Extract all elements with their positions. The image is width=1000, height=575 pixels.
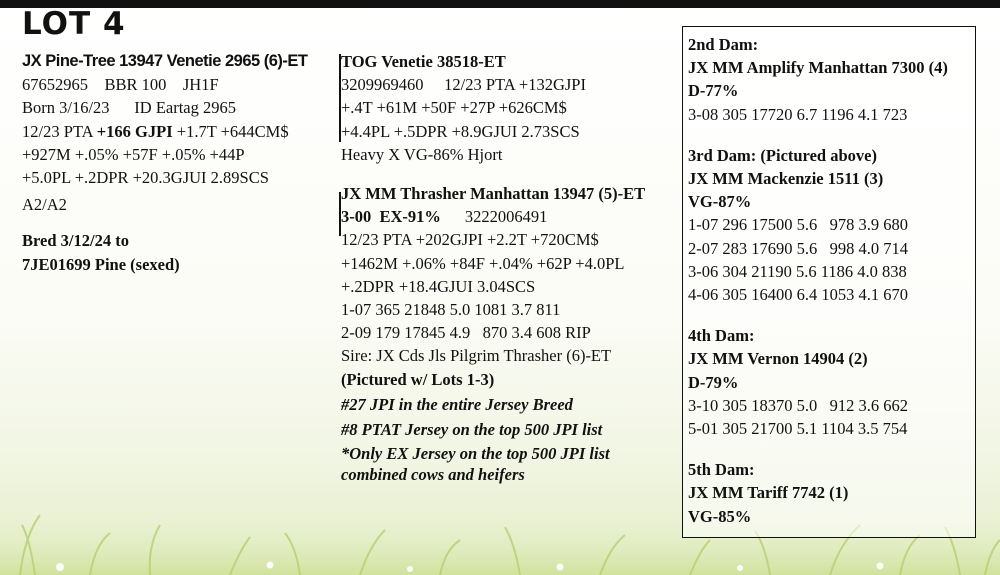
dam3-record-2: 2-07 283 17690 5.6 998 4.0 714 — [688, 238, 908, 258]
sire-dam-score-line: 3-00 EX-91% 3222006491 — [341, 207, 548, 227]
note-only-ex-2: combined cows and heifers — [341, 465, 525, 485]
dam5-label: 5th Dam: — [688, 460, 755, 480]
dam-line-3: +4.4PL +.5DPR +8.9GJUI 2.73SCS — [341, 121, 580, 141]
animal-a2: A2/A2 — [22, 195, 67, 215]
dam4-label: 4th Dam: — [688, 326, 755, 346]
dam-line-1: 3209969460 12/23 PTA +132GJPI — [341, 75, 586, 95]
dam2-name: JX MM Amplify Manhattan 7300 (4) — [688, 58, 948, 78]
dam3-record-1: 1-07 296 17500 5.6 978 3.9 680 — [688, 215, 908, 235]
dam-line-4: Heavy X VG-86% Hjort — [341, 144, 503, 164]
sire-dam-line-2: 12/23 PTA +202GJPI +2.2T +720CM$ — [341, 230, 599, 250]
bred-line-1: Bred 3/12/24 to — [22, 231, 129, 251]
dam2-score: D-77% — [688, 81, 739, 101]
pedigree-box — [682, 26, 976, 538]
note-jpi-rank: #27 JPI in the entire Jersey Breed — [341, 394, 573, 414]
dam5-name: JX MM Tariff 7742 (1) — [688, 483, 849, 503]
animal-info — [22, 50, 340, 276]
sire-dam-record-2: 2-09 179 17845 4.9 870 3.4 608 RIP — [341, 323, 591, 343]
dam4-record-1: 3-10 305 18370 5.0 912 3.6 662 — [688, 395, 908, 415]
dam-info — [341, 50, 677, 485]
dam3-record-3: 3-06 304 21190 5.6 1186 4.0 838 — [688, 261, 907, 281]
animal-registration: 67652965 BBR 100 JH1F — [22, 75, 219, 95]
sire-dam-sire: Sire: JX Cds Jls Pilgrim Thrasher (6)-ET — [341, 346, 612, 366]
note-ptat-rank: #8 PTAT Jersey on the top 500 JPI list — [341, 420, 603, 440]
animal-pta: 12/23 PTA +166 GJPI +1.7T +644CM$ — [22, 121, 289, 141]
dam-line-2: +.4T +61M +50F +27P +626CM$ — [341, 98, 567, 118]
animal-birth: Born 3/16/23 ID Eartag 2965 — [22, 98, 237, 118]
dam4-name: JX MM Vernon 14904 (2) — [688, 349, 868, 369]
animal-pta-line-3: +5.0PL +.2DPR +20.3GJUI 2.89SCS — [22, 168, 269, 188]
bred-line-2: 7JE01699 Pine (sexed) — [22, 254, 180, 274]
lot-title: LOT 4 — [22, 6, 126, 42]
dam4-score: D-79% — [688, 372, 739, 392]
sire-dam-record-1: 1-07 365 21848 5.0 1081 3.7 811 — [341, 300, 561, 320]
dam4-record-2: 5-01 305 21700 5.1 1104 3.5 754 — [688, 419, 908, 439]
sire-dam-line-3: +1462M +.06% +84F +.04% +62P +4.0PL — [341, 253, 625, 273]
animal-name: JX Pine-Tree 13947 Venetie 2965 (6)-ET — [22, 52, 308, 70]
animal-pta-line-2: +927M +.05% +57F +.05% +44P — [22, 144, 245, 164]
dam3-record-4: 4-06 305 16400 6.4 1053 4.1 670 — [688, 285, 908, 305]
animal-gjpi: +166 GJPI — [96, 121, 173, 141]
dam5-score: VG-85% — [688, 506, 752, 526]
dam2-label: 2nd Dam: — [688, 35, 759, 54]
dam-name: TOG Venetie 38518-ET — [341, 52, 506, 71]
sire-dam-pictured: (Pictured w/ Lots 1-3) — [341, 369, 495, 389]
dam3-name: JX MM Mackenzie 1511 (3) — [688, 169, 884, 189]
sire-dam-line-4: +.2DPR +18.4GJUI 3.04SCS — [341, 276, 536, 296]
dam2-record: 3-08 305 17720 6.7 1196 4.1 723 — [688, 104, 908, 124]
sire-dam-name: JX MM Thrasher Manhattan 13947 (5)-ET — [341, 184, 646, 204]
dam3-label: 3rd Dam: (Pictured above) — [688, 145, 877, 165]
dam3-score: VG-87% — [688, 192, 752, 212]
top-border-bar — [0, 0, 1000, 8]
note-only-ex-1: *Only EX Jersey on the top 500 JPI list — [341, 444, 610, 464]
